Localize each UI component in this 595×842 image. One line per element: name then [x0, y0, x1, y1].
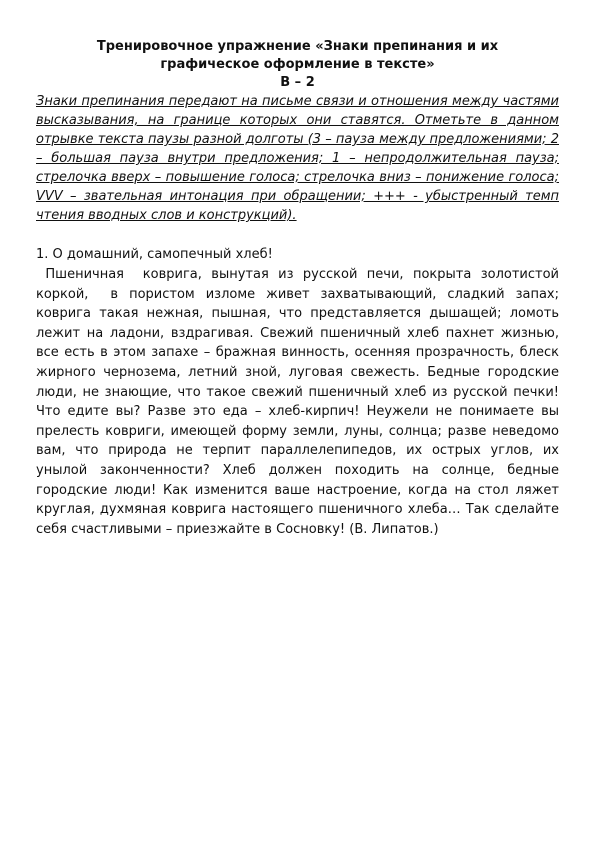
variant-label: В – 2	[280, 75, 315, 90]
document-page	[36, 38, 564, 539]
spacer	[36, 225, 559, 245]
instruction-paragraph: Знаки препинания передают на письме связи и отношения между частями высказывания, на границе которых они ставятся. Отметьте в данном отрывке текста паузы разной долготы (3 – пауза между предложениями; 2 – большая пауза внутри предложения; 1 – непродолжительная пауза; стрелочка вверх – повышение голоса; стрелочка вниз – понижение голоса; VVV – звательная интонация при обращении; +++ - убыстренный темп чтения вводных слов и конструкций).	[36, 94, 559, 223]
title-line-1: Тренировочное упражнение «Знаки препинания и их	[96, 39, 499, 54]
title-line-2: графическое оформление в тексте»	[160, 57, 435, 72]
body-paragraph: Пшеничная коврига, вынутая из русской печи, покрыта золотистой коркой, в пористом изломе живет захватывающий, сладкий запах; коврига такая нежная, пышная, что представляется дышащей; ломоть лежит на ладони, вздрагивая. Свежий пшеничный хлеб пахнет жизнью, все есть в этом запахе – бражная винность, осенняя прозрачность, блеск жирного чернозема, летний зной, луговая свежесть. Бедные городские люди, не знающие, что такое свежий пшеничный хлеб из русской печки! Что едите вы? Разве это еда – хлеб-кирпич! Неужели не понимаете вы прелесть ковриги, имеющей форму земли, луны, солнца; разве неведомо вам, что природа не терпит параллелепипедов, их острых углов, их унылой законченности? Хлеб должен походить на солнце, бедные городские люди! Как изменится ваше настроение, когда на стол ляжет круглая, духмяная коврига настоящего пшеничного хлеба… Так сделайте себя счастливыми – приезжайте в Сосновку! (В. Липатов.)	[36, 267, 564, 537]
section-heading: 1. О домашний, самопечный хлеб!	[36, 247, 273, 262]
document-title	[36, 38, 559, 92]
